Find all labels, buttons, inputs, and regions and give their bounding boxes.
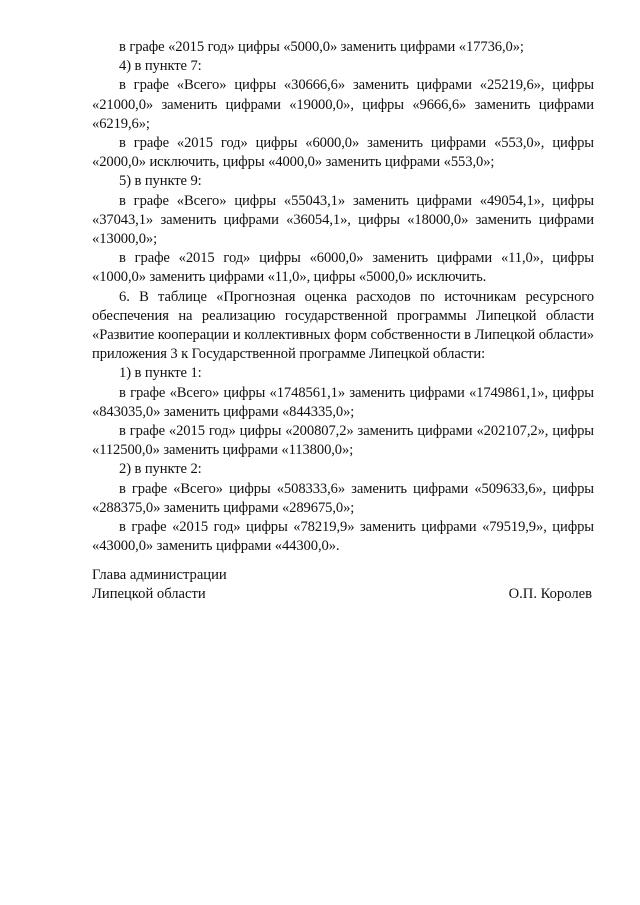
paragraph-4: в графе «2015 год» цифры «6000,0» заменить цифрами «553,0», цифры «2000,0» исключить, цифры «4000,0» заменить цифрами «553,0»; <box>92 135 594 171</box>
signature-title-line-1: Глава администрации <box>92 567 227 583</box>
paragraph-8: 6. В таблице «Прогнозная оценка расходов по источникам ресурсного обеспечения на реализацию государственной программы Липецкой области «Развитие кооперации и коллективных форм собственности в Липецкой области» приложения 3 к Государственной программе Липецкой области: <box>92 288 594 363</box>
paragraph-13: в графе «Всего» цифры «508333,6» заменить цифрами «509633,6», цифры «288375,0» заменить цифрами «289675,0»; <box>92 480 594 516</box>
paragraph-7: в графе «2015 год» цифры «6000,0» заменить цифрами «11,0», цифры «1000,0» заменить цифрами «11,0», цифры «5000,0» исключить. <box>92 250 594 286</box>
paragraph-10: в графе «Всего» цифры «1748561,1» заменить цифрами «1749861,1», цифры «843035,0» заменить цифрами «844335,0»; <box>92 384 594 420</box>
paragraph-11: в графе «2015 год» цифры «200807,2» заменить цифрами «202107,2», цифры «112500,0» заменить цифрами «113800,0»; <box>92 423 594 459</box>
paragraph-6: в графе «Всего» цифры «55043,1» заменить цифрами «49054,1», цифры «37043,1» заменить цифрами «36054,1», цифры «18000,0» заменить цифрами «13000,0»; <box>92 192 594 248</box>
signature-block <box>92 566 592 604</box>
paragraph-3: в графе «Всего» цифры «30666,6» заменить цифрами «25219,6», цифры «21000,0» заменить цифрами «19000,0», цифры «9666,6» заменить цифрами «6219,6»; <box>92 77 594 132</box>
paragraph-9: 1) в пункте 1: <box>119 365 202 382</box>
signatory-name: О.П. Королев <box>508 586 592 602</box>
paragraph-2: 4) в пункте 7: <box>119 58 202 75</box>
paragraph-12: 2) в пункте 2: <box>119 461 202 478</box>
paragraph-14: в графе «2015 год» цифры «78219,9» заменить цифрами «79519,9», цифры «43000,0» заменить цифрами «44300,0». <box>92 519 594 555</box>
document-body <box>92 38 594 556</box>
paragraph-5: 5) в пункте 9: <box>119 173 202 190</box>
signature-title-line-2: Липецкой области <box>92 586 206 602</box>
paragraph-1: в графе «2015 год» цифры «5000,0» заменить цифрами «17736,0»; <box>119 39 524 55</box>
signature-row <box>92 585 592 604</box>
